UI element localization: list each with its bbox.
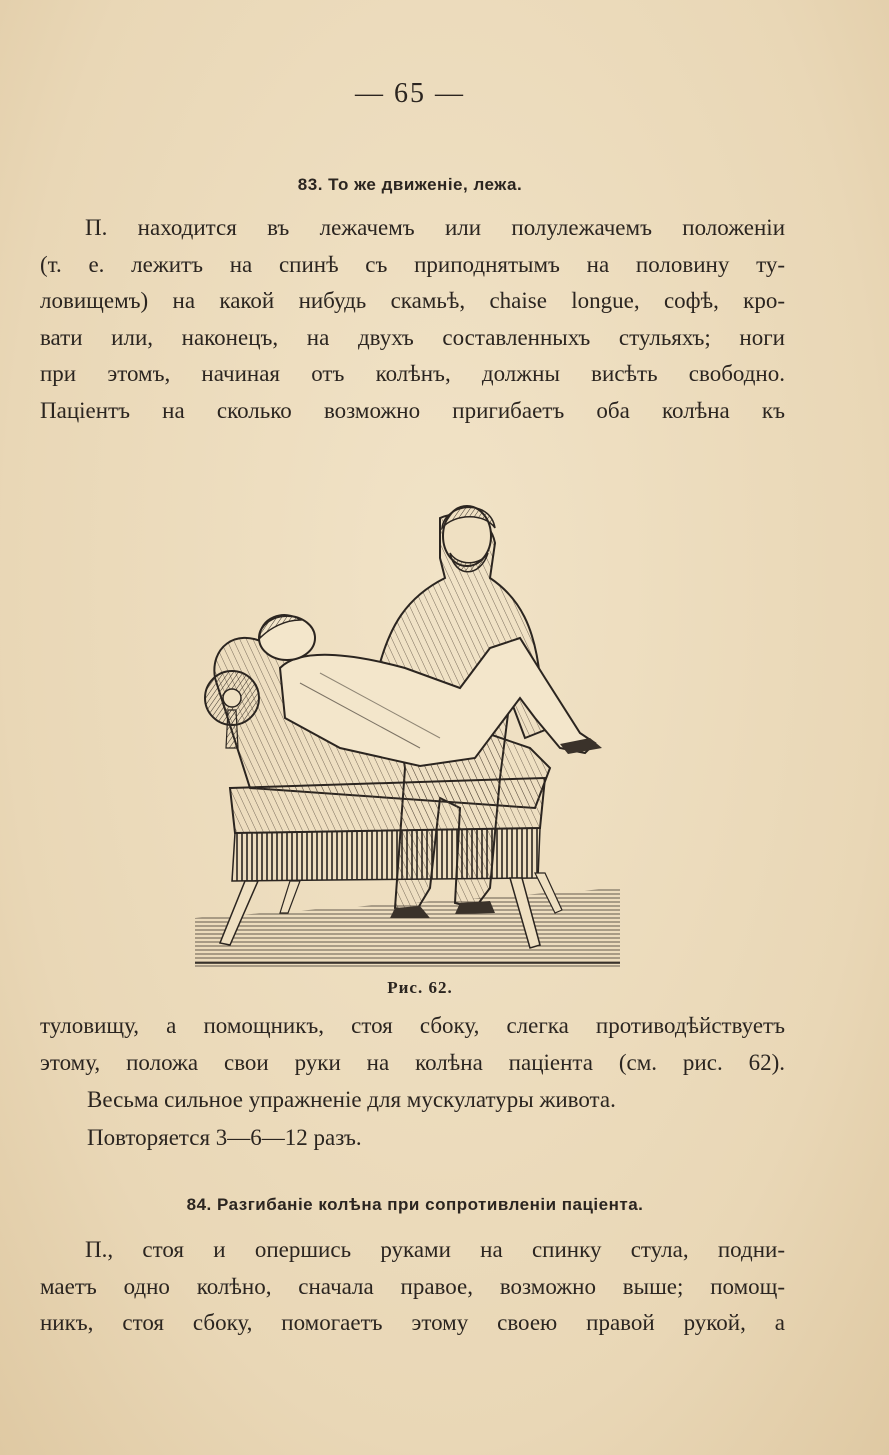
text-line: (т. е. лежитъ на спинѣ съ приподнятымъ на половину ту-: [40, 251, 785, 277]
section-84-heading: 84. Разгибаніе колѣна при сопротивленіи паціента.: [186, 1195, 644, 1214]
sofa-leg: [280, 881, 300, 913]
repetition-count: Повторяется 3—6—12 разъ.: [87, 1125, 362, 1150]
section-83-heading: 83. То же движеніе, лежа.: [297, 175, 523, 194]
assistant-shoe: [455, 901, 495, 914]
section-83-continuation: [40, 1008, 785, 1081]
text-line: никъ, стоя сбоку, помогаетъ этому своею правой рукой, а: [40, 1310, 785, 1335]
engraving-illustration: [190, 448, 630, 973]
text-line: П., стоя и опершись руками на спинку стула, подни-: [85, 1237, 785, 1262]
sofa-fringe: [232, 828, 540, 881]
text-line: П. находится въ лежачемъ или полулежачемъ положеніи: [85, 215, 785, 240]
tassel: [226, 710, 238, 748]
figure-caption: Рис. 62.: [387, 978, 453, 997]
text-line: при этомъ, начиная отъ колѣнъ, должны висѣть свободно.: [40, 361, 785, 386]
text-line: ловищемъ) на какой нибудь скамьѣ, chaise longue, софѣ, кро-: [40, 288, 785, 313]
text-line: туловищу, а помощникъ, стоя сбоку, слегка противодѣйствуетъ: [40, 1013, 785, 1038]
sofa-seat: [230, 778, 545, 833]
text-line: этому, положа свои руки на колѣна паціента (см. рис. 62).: [40, 1049, 785, 1075]
section-83-paragraph: [40, 210, 785, 429]
text-line: маетъ одно колѣно, сначала правое, возможно выше; помощ-: [40, 1273, 785, 1299]
exercise-note: Весьма сильное упражненіе для мускулатуры живота.: [87, 1087, 616, 1112]
text-line: Паціентъ на сколько возможно пригибаетъ оба колѣна къ: [40, 397, 785, 423]
section-84-paragraph: [40, 1232, 785, 1342]
page-number: — 65 —: [355, 78, 465, 109]
text-line: вати или, наконецъ, на двухъ составленныхъ стульяхъ; ноги: [40, 324, 785, 350]
